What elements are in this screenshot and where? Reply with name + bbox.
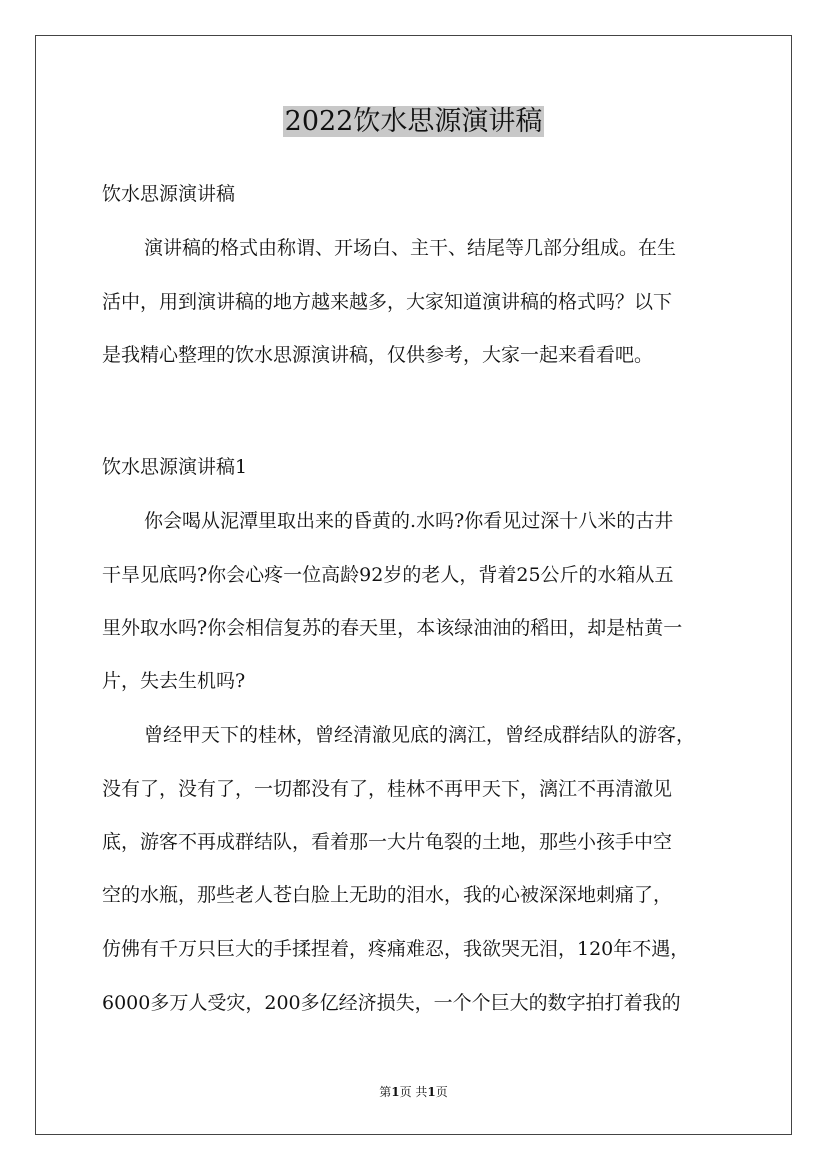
intro-line: 是我精心整理的饮水思源演讲稿，仅供参考，大家一起来看看吧。 bbox=[102, 344, 654, 366]
intro-line: 活中，用到演讲稿的地方越来越多，大家知道演讲稿的格式吗？以下 bbox=[102, 291, 673, 313]
title-text: 2022饮水思源演讲稿 bbox=[284, 106, 543, 137]
paragraph-line: 没有了，没有了，一切都没有了，桂林不再甲天下，漓江不再清澈见 bbox=[102, 778, 673, 800]
footer-total-pages: 1 bbox=[427, 1085, 436, 1099]
footer-mid: 页 共 bbox=[399, 1085, 428, 1099]
footer-page-number: 1 bbox=[391, 1085, 400, 1099]
subtitle: 饮水思源演讲稿 bbox=[102, 183, 236, 205]
paragraph-line: 6000多万人受灾，200多亿经济损失，一个个巨大的数字拍打着我的 bbox=[102, 992, 681, 1014]
intro-line: 演讲稿的格式由称谓、开场白、主干、结尾等几部分组成。在生 bbox=[144, 237, 677, 259]
paragraph-line: 仿佛有千万只巨大的手揉捏着，疼痛难忍，我欲哭无泪，120年不遇， bbox=[102, 938, 690, 960]
paragraph-line: 片，失去生机吗? bbox=[102, 670, 246, 692]
paragraph-line: 干旱见底吗?你会心疼一位高龄92岁的老人，背着25公斤的水箱从五 bbox=[102, 564, 674, 586]
page-footer bbox=[0, 1083, 827, 1101]
paragraph-line: 空的水瓶，那些老人苍白脸上无助的泪水，我的心被深深地刺痛了， bbox=[102, 884, 673, 906]
section-heading: 饮水思源演讲稿1 bbox=[102, 456, 248, 478]
paragraph-line: 你会喝从泥潭里取出来的昏黄的.水吗?你看见过深十八米的古井 bbox=[144, 510, 674, 532]
footer-suffix: 页 bbox=[435, 1085, 448, 1099]
paragraph-line: 底，游客不再成群结队，看着那一大片龟裂的土地，那些小孩手中空 bbox=[102, 831, 673, 853]
footer-prefix: 第 bbox=[379, 1085, 392, 1099]
paragraph-line: 曾经甲天下的桂林，曾经清澈见底的漓江，曾经成群结队的游客， bbox=[144, 724, 696, 746]
document-title bbox=[0, 102, 827, 142]
paragraph-line: 里外取水吗?你会相信复苏的春天里，本该绿油油的稻田，却是枯黄一 bbox=[102, 617, 683, 639]
